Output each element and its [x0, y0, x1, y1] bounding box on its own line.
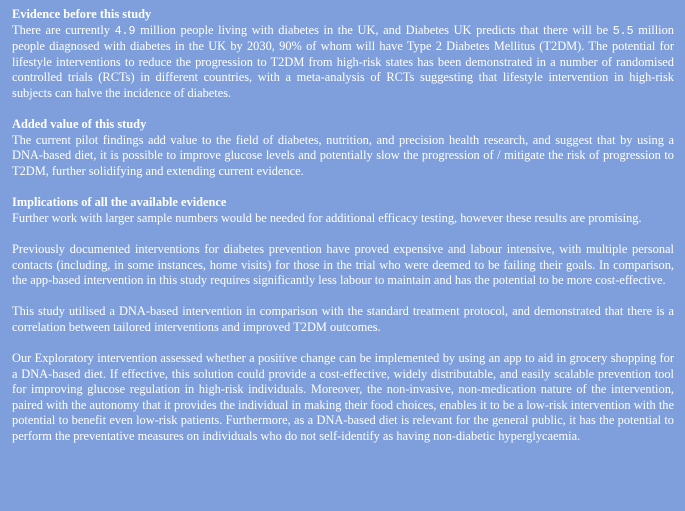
evidence-before-heading: Evidence before this study — [12, 7, 152, 21]
uk-diabetes-count-2030: 5.5 — [612, 24, 634, 38]
evidence-before-section — [12, 7, 674, 102]
section-spacer — [12, 102, 674, 118]
uk-diabetes-count-current: 4.9 — [114, 24, 136, 38]
paragraph-spacer — [12, 335, 674, 351]
added-value-text: The current pilot findings add value to the field of diabetes, nutrition, and precision health research, and suggest that by using a DNA-based diet, it is possible to improve glucose levels and potentially slow the progression of / mitigate the risk of progression to T2DM, further solidifying and extending current evidence. — [12, 132, 674, 178]
implications-paragraph-1: Further work with larger sample numbers would be needed for additional efficacy testing, however these results are promising. — [12, 210, 642, 225]
implications-paragraph-2: Previously documented interventions for diabetes prevention have proved expensive and labour intensive, with multiple personal contacts (including, in some instances, home visits) for those in the trial who were deemed to be failing their goals. In comparison, the app-based intervention in this study requires significantly less labour to maintain and has the potential to be more cost-effective. — [12, 241, 674, 288]
evidence-before-text — [12, 23, 674, 102]
implications-paragraph-3: This study utilised a DNA-based intervention in comparison with the standard treatment protocol, and demonstrated that there is a correlation between tailored interventions and improved T2DM outcomes. — [12, 304, 674, 334]
added-value-heading: Added value of this study — [12, 117, 147, 132]
section-spacer — [12, 180, 674, 196]
added-value-section — [12, 117, 674, 179]
implications-heading: Implications of all the available evidence — [12, 195, 227, 210]
implications-section — [12, 195, 674, 445]
evidence-text-part-a: There are currently — [12, 22, 115, 37]
paragraph-spacer — [12, 226, 674, 242]
implications-paragraph-4: Our Exploratory intervention assessed whether a positive change can be implemented by using an app to aid in grocery shopping for a DNA-based diet. If effective, this solution could provide a cost-effective, widely distributable, and easily scalable prevention tool for improving glucose regulation in high-risk individuals. Moreover, the non-invasive, non-medication nature of the intervention, paired with the autonomy that it provides the individual in making their food choices, enables it to be a low-risk intervention with the potential to benefit even low-risk patients. Furthermore, as a DNA-based diet is relevant for the general public, it has the potential to perform the preventative measures on individuals who do not self-identify as having non-diabetic hyperglycaemia. — [12, 351, 674, 444]
paragraph-spacer — [12, 289, 674, 305]
evidence-text-part-c: million people diagnosed with diabetes in the UK by 2030, 90% of whom will have Type 2 Diabetes Mellitus (T2DM). The potential for lifestyle interventions to reduce the progression to T2DM from high-risk states has been demonstrated in a number of randomised controlled trials (RCTs) in different countries, with a meta-analysis of RCTs suggesting that lifestyle intervention in high-risk subjects can halve the incidence of diabetes. — [12, 22, 675, 100]
evidence-text-part-b: million people living with diabetes in the UK, and Diabetes UK predicts that there will be — [135, 22, 613, 37]
